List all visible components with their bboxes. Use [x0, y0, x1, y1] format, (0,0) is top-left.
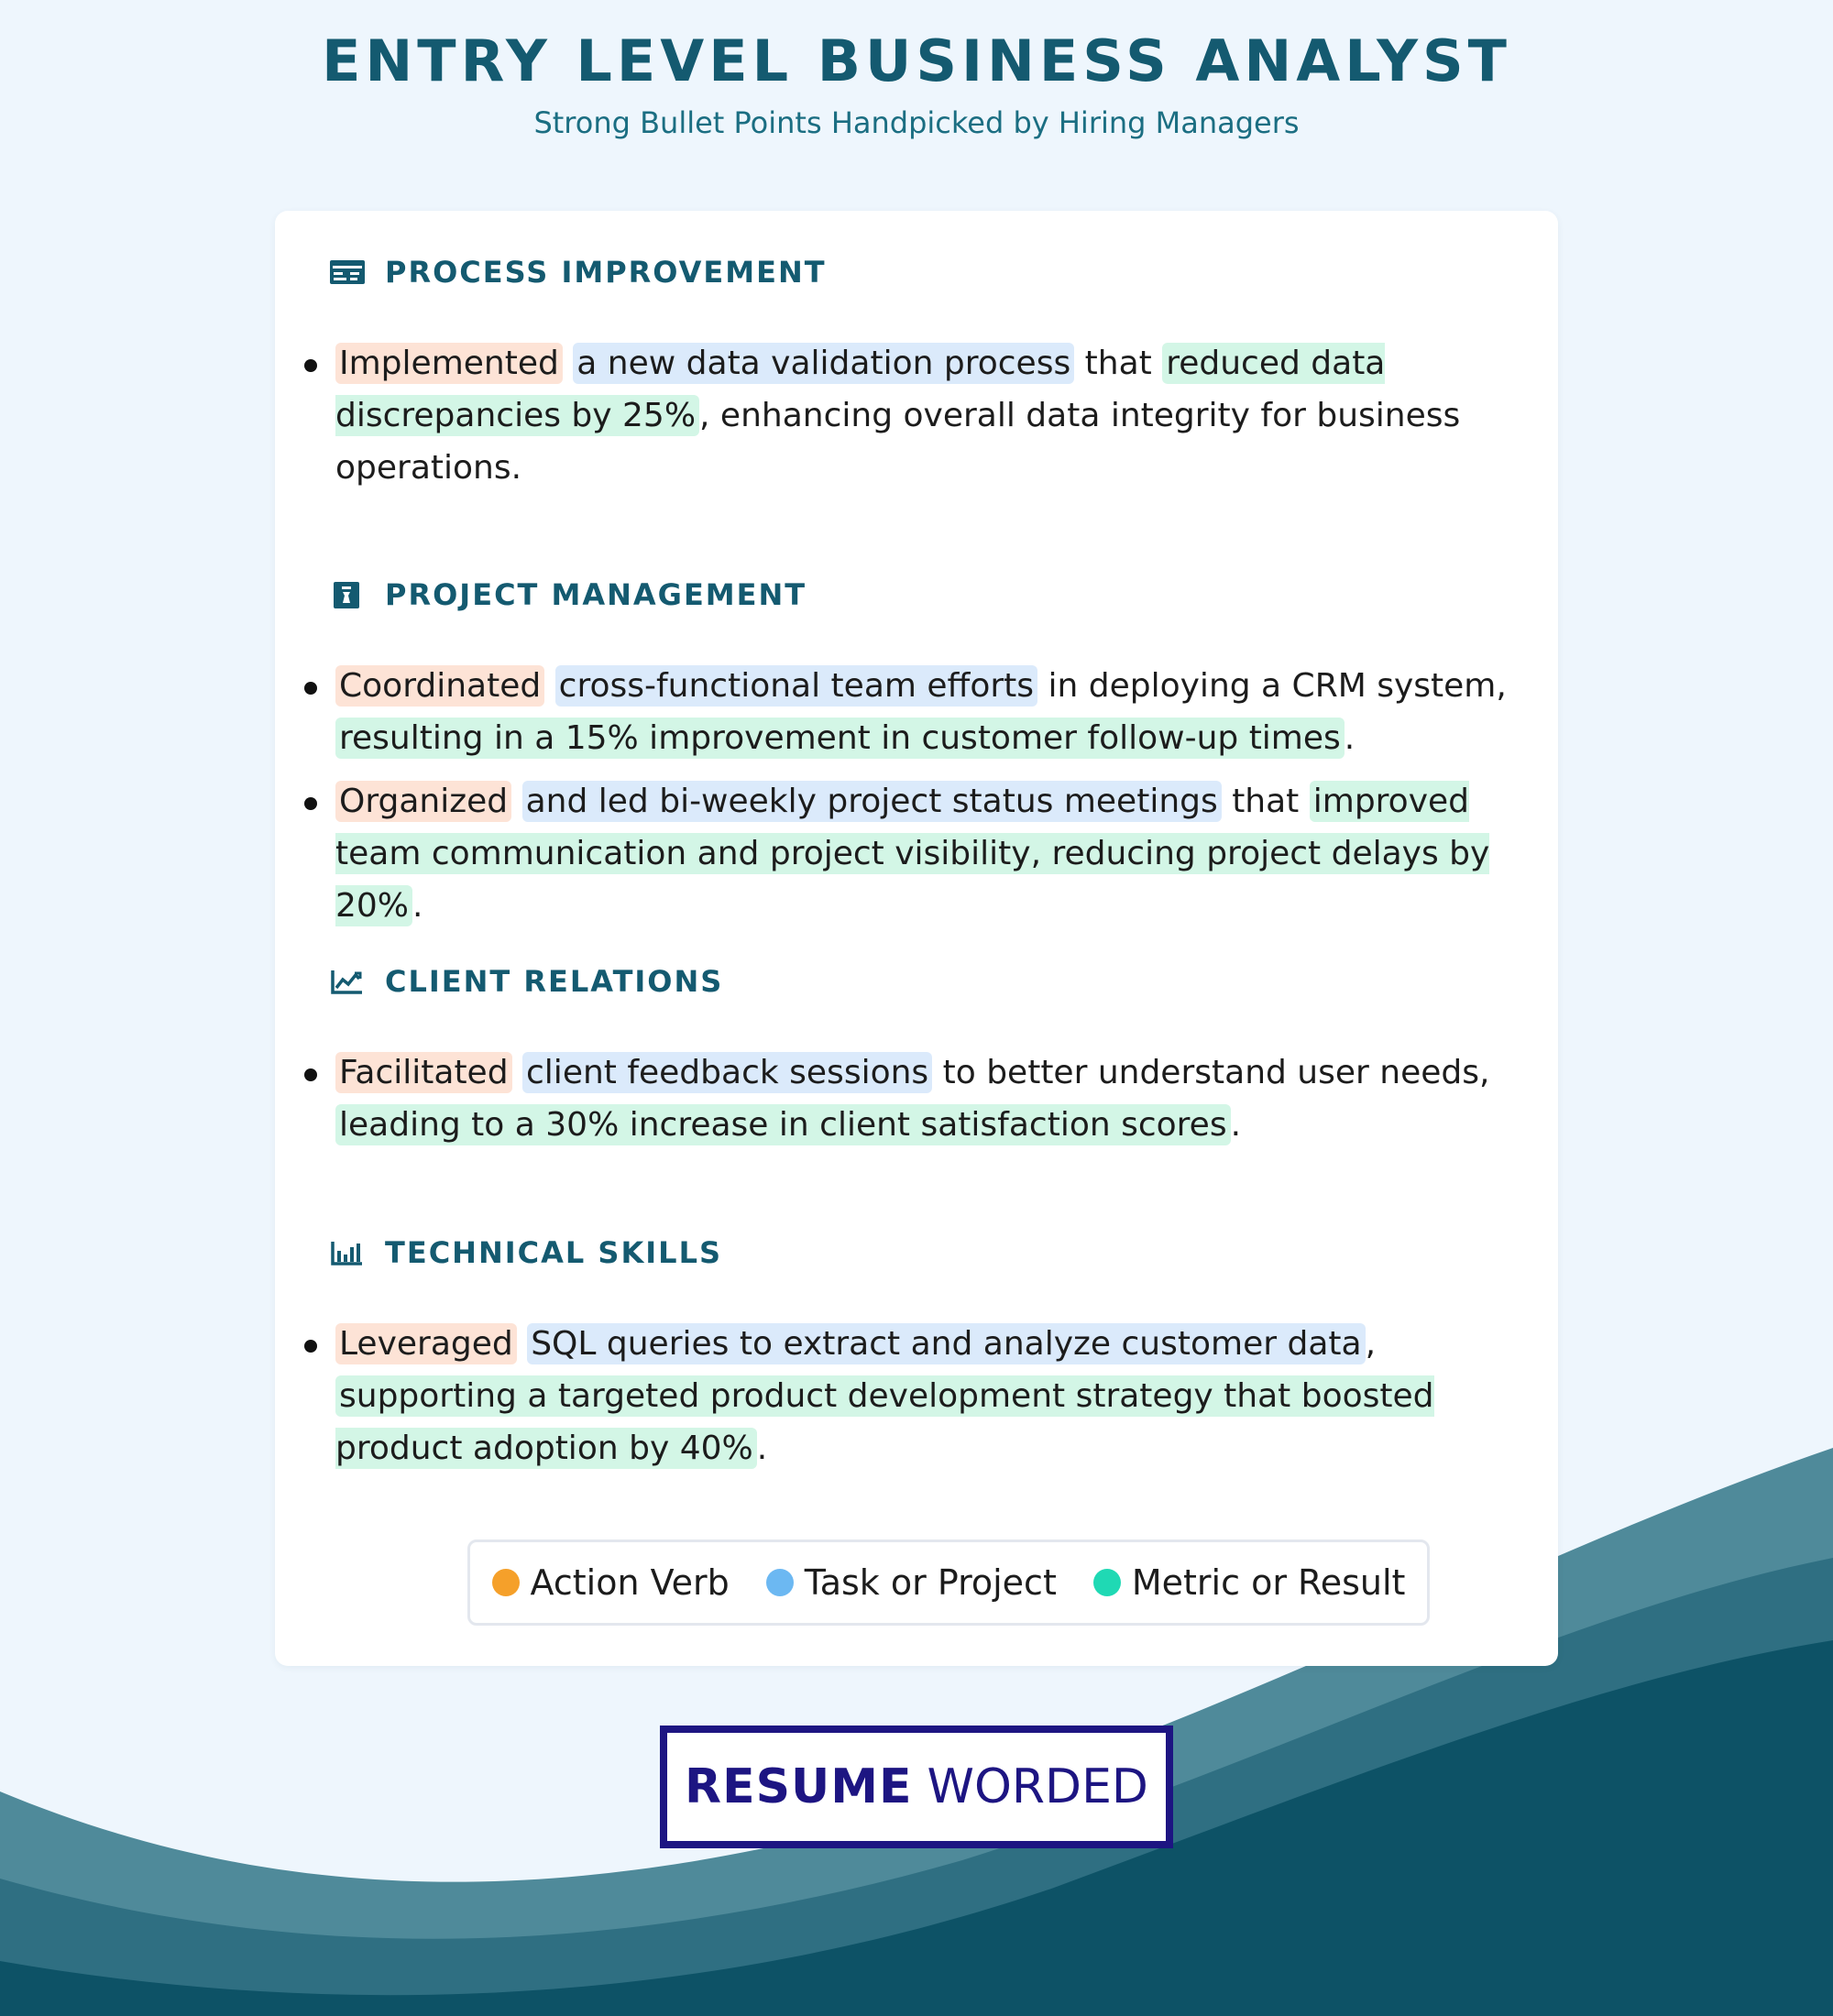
action-verb-highlight: Facilitated: [335, 1052, 512, 1093]
blue-dot-icon: [766, 1569, 794, 1596]
bullet-text-segment: , enhancing overall data integrity for business operations.: [335, 397, 1461, 487]
metric-highlight: reduced data discrepancies by 25%: [335, 345, 1386, 434]
bullet-item: [302, 1046, 1531, 1151]
bullet-text-segment: .: [1230, 1106, 1242, 1144]
bullet-text-segment: [511, 783, 521, 820]
section-process-improvement: [330, 255, 827, 290]
metric-highlight: resulting in a 15% improvement in customer follow-up times: [335, 718, 1345, 759]
logo-light-text: WORDED: [927, 1759, 1148, 1814]
section-project-management: [330, 577, 807, 612]
legend-item-action-verb: [492, 1562, 730, 1603]
bullet-text-segment: [563, 345, 573, 382]
legend-item-metric-or-result: [1093, 1562, 1406, 1603]
bullet-text: [335, 1318, 1531, 1474]
bar-chart-icon: [330, 1237, 365, 1268]
teal-dot-icon: [1093, 1569, 1121, 1596]
action-verb-highlight: Implemented: [335, 343, 563, 384]
bullet-text-segment: .: [756, 1430, 768, 1467]
bullet-dot: [304, 1068, 317, 1081]
id-card-icon: [330, 257, 365, 288]
bullet-text-segment: that: [1074, 345, 1163, 382]
bullet-text: [335, 660, 1531, 764]
legend-label: Metric or Result: [1131, 1562, 1406, 1603]
bullet-text-segment: to better understand user needs,: [932, 1054, 1490, 1091]
page-header: [0, 0, 1833, 140]
orange-dot-icon: [492, 1569, 520, 1596]
bullet-text: [335, 337, 1531, 494]
section-client-relations: [330, 964, 723, 999]
line-chart-icon: [330, 966, 365, 997]
bullet-text-segment: [512, 1054, 522, 1091]
legend-item-task-or-project: [766, 1562, 1057, 1603]
task-highlight: and led bi-weekly project status meetings: [522, 781, 1222, 822]
bullet-dot: [304, 359, 317, 372]
bullet-item: [302, 660, 1531, 764]
legend-label: Action Verb: [530, 1562, 730, 1603]
legend-label: Task or Project: [804, 1562, 1057, 1603]
task-highlight: SQL queries to extract and analyze customer data: [527, 1323, 1365, 1364]
resume-worded-logo[interactable]: [660, 1726, 1173, 1848]
page-subtitle: Strong Bullet Points Handpicked by Hiring Managers: [533, 105, 1300, 140]
legend: [467, 1539, 1430, 1626]
section-technical-skills: [330, 1235, 722, 1270]
action-verb-highlight: Coordinated: [335, 665, 544, 707]
logo-strong-text: RESUME: [685, 1759, 913, 1814]
bullet-points-card: [275, 211, 1558, 1666]
page-title: ENTRY LEVEL BUSINESS ANALYST: [322, 27, 1511, 94]
bullet-text-segment: that: [1221, 783, 1310, 820]
section-title: PROJECT MANAGEMENT: [385, 577, 807, 612]
task-highlight: client feedback sessions: [522, 1052, 932, 1093]
clipboard-icon: [330, 579, 365, 610]
metric-highlight: leading to a 30% increase in client satisfaction scores: [335, 1104, 1231, 1145]
bullet-text-segment: .: [1344, 719, 1356, 757]
section-title: PROCESS IMPROVEMENT: [385, 255, 827, 290]
bullet-item: [302, 775, 1531, 932]
task-highlight: cross-functional team efforts: [555, 665, 1037, 707]
bullet-text-segment: [517, 1325, 527, 1363]
metric-highlight: improved team communication and project visibility, reducing project delays by 20%: [335, 783, 1490, 925]
bullet-text-segment: [544, 667, 554, 705]
bullet-item: [302, 337, 1531, 494]
section-title: CLIENT RELATIONS: [385, 964, 724, 999]
bullet-text: [335, 775, 1531, 932]
bullet-dot: [304, 1340, 317, 1353]
task-highlight: a new data validation process: [573, 343, 1074, 384]
action-verb-highlight: Leveraged: [335, 1323, 517, 1364]
bullet-dot: [304, 797, 317, 810]
metric-highlight: supporting a targeted product development strategy that boosted product adoption by 40%: [335, 1377, 1434, 1467]
section-title: TECHNICAL SKILLS: [385, 1235, 722, 1270]
bullet-text-segment: .: [412, 887, 423, 925]
bullet-text-segment: in deploying a CRM system,: [1037, 667, 1507, 705]
action-verb-highlight: Organized: [335, 781, 511, 822]
bullet-text-segment: ,: [1365, 1325, 1377, 1363]
bullet-item: [302, 1318, 1531, 1474]
bullet-text: [335, 1046, 1531, 1151]
bullet-dot: [304, 682, 317, 695]
